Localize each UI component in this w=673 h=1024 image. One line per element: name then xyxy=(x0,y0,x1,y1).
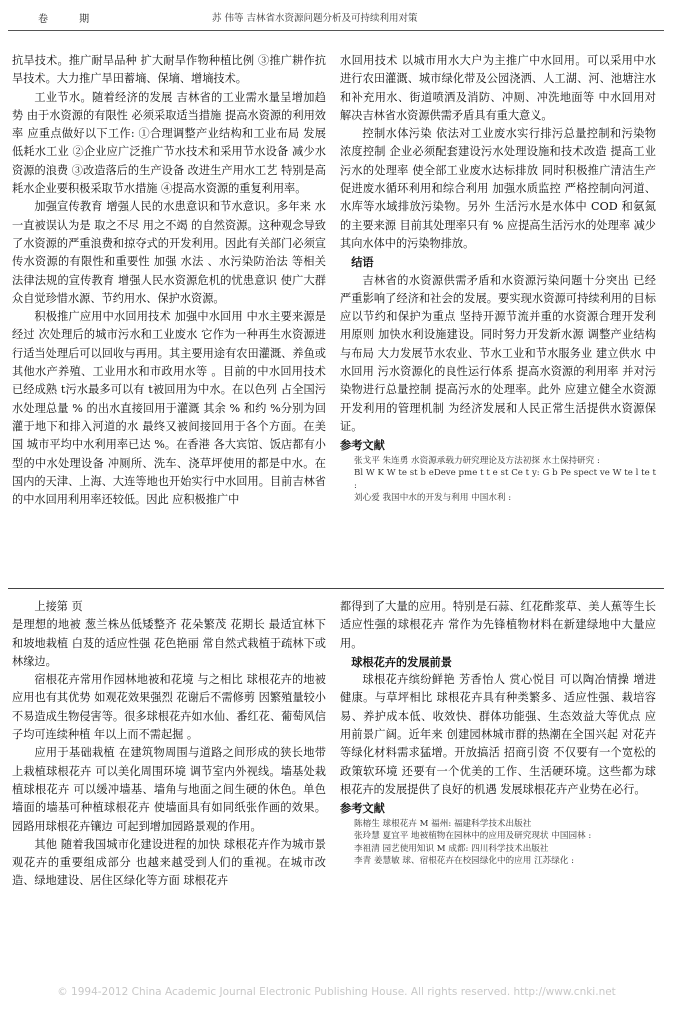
volume-label: 卷 期 xyxy=(38,14,104,25)
reference-item: 刘心爱 我国中水的开发与利用 中国水利 : xyxy=(354,493,512,504)
paragraph: 积极推广应用中水回用技术 加强中水回用 中水主要来源是经过 次处理后的城市污水和工业废水 它作为一种再生水资源进行适当处理后可以回收与再用。其主要用途有农田灌溉、养鱼或其他水产养殖、工业用水和市政用水等 。目前的中水回用技术已经成熟 t污水最多可以有 t被回用为中水。在以色列 占全国污水处理总量 % 的出水直接回用于灌溉 其余 % 和约 %分别为回灌于地下和排入河道的水 最终又被间接回用于各个方面。在美国 城市平均中水利用率已达 %。在香港 各大宾馆、饭店都有小型的中水处理设备 冲厕所、洗车、浇草坪使用的都是中水。在国内的天津、上海、大连等地也开始实行中水回用。目前吉林省的中水回用利用率还较低。因此 应积极推广中 xyxy=(12,310,326,507)
copyright-footer: © 1994-2012 China Academic Journal Electronic Publishing House. All rights reserved. http://www.cnki.net xyxy=(57,986,616,998)
section-heading: 结语 xyxy=(351,255,374,270)
continued-from-label: 上接第 页 xyxy=(34,600,83,613)
article-2-left-column xyxy=(12,598,326,946)
article-1-left-column xyxy=(12,52,326,582)
paragraph: 工业节水。随着经济的发展 吉林省的工业需水量呈增加趋势 由于水资源的有限性 必须采取适当措施 提高水资源的利用效率 应重点做好以下工作: ①合理调整产业结构和工业布局 发展低耗水工业 ②企业应广泛推广节水技术和采用节水设备 减少水资源的浪费 ③改造落后的生产设备 改进生产用水工艺 特别是高耗水企业要积极采取节水措施 ④提高水资源的重复利用率。 xyxy=(12,90,326,196)
paragraph: 抗旱技术。推广耐旱品种 扩大耐旱作物种植比例 ③推广耕作抗旱技术。大力推广旱田蓄墒、保墒、增墒技术。 xyxy=(12,54,326,86)
paragraph: 应用于基础栽植 在建筑物周围与道路之间形成的狭长地带上栽植球根花卉 可以美化周围环境 调节室内外视线。墙基处栽植球根花卉 可以缓冲墙基、墙角与地面之间生硬的休色。单色墙面的墙基可种植球根花卉 使墙面具有如同纸张作画的效果。园路用球根花卉镶边 可起到增加园路景观的作用。 xyxy=(12,746,326,833)
paragraph: 都得到了大量的应用。特别是石蒜、红花酢浆草、美人蕉等生长适应性强的球根花卉 常作为先锋植物材料在新建绿地中大量应用。 xyxy=(340,600,656,650)
page-header xyxy=(0,6,673,30)
article-1-right-column xyxy=(340,52,656,582)
article-2-right-column xyxy=(340,598,656,978)
paragraph: 球根花卉缤纷鲜艳 芳香怡人 赏心悦目 可以陶冶情操 增进健康。与草坪相比 球根花卉具有种类繁多、适应性强、栽培容易、养护成本低、收效快、群体功能强、生态效益大等优点 应用前景广阔。近年来 创建园林城市群的热潮在全国兴起 对花卉等绿化材料需求猛增。开放搞活 招商引资 不仅要有一个宽松的政策软环境 还要有一个优美的工作、生活硬环境。这些都为球根花卉的发展提供了良好的机遇 发展球根花卉产业势在必行。 xyxy=(340,673,656,796)
article-divider xyxy=(8,588,664,589)
reference-item: Bl W K W te st b eDeve pme t t e st Ce t y: G b Pe spect ve W te l te t : xyxy=(354,468,656,491)
reference-item: 李青 姜慧敏 球、宿根花卉在校园绿化中的应用 江苏绿化 : xyxy=(354,856,575,867)
paragraph: 控制水体污染 依法对工业废水实行排污总量控制和污染物浓度控制 企业必须配套建设污水处理设施和技术改造 提高工业污水的处理率 使全部工业废水达标排放 同时积极推广清洁生产 促进废水循环利用和综合利用 加强水质监控 严格控制向河道、水库等水域排放污染物。另外 生活污水是水体中 COD 和氨氮的主要来源 目前其处理率只有 % 应提高生活污水的处理率 减少其向水体中的污染物排放。 xyxy=(340,127,656,250)
reference-item: 李祖清 园艺使用知识 M 成都: 四川科学技术出版社 xyxy=(354,843,549,854)
references-heading: 参考文献 xyxy=(340,801,385,816)
reference-item: 张玲慧 夏宜平 地被植物在园林中的应用及研究现状 中国园林 : xyxy=(354,831,592,842)
paragraph: 是理想的地被 葱兰株丛低矮整齐 花朵繁茂 花期长 最适宜林下和坡地栽植 白芨的适应性强 花色艳丽 常自然式栽植于疏林下或林缘边。 xyxy=(12,618,326,668)
references-heading: 参考文献 xyxy=(340,438,385,453)
reference-item: 张戈平 朱连勇 水资源承载力研究理论及方法初探 水土保持研究 : xyxy=(354,455,600,466)
paragraph: 吉林省的水资源供需矛盾和水资源污染问题十分突出 已经严重影响了经济和社会的发展。要实现水资源可持续利用的目标 应以节约和保护为重点 坚持开源节流并重的水资源合理开发利用原则 加快水利设施建设。同时努力开发新水源 调整产业结构与布局 大力发展节水农业、节水工业和节水服务业 建立供水 中水回用 污水资源化的良性运行体系 提高水资源的利用率 并对污染物进行总量控制 提高污水的处理率。此外 应建立健全水资源开发利用的管理机制 为经济发展和人民正常生活提供水资源保证。 xyxy=(340,273,656,433)
paragraph: 其他 随着我国城市化建设进程的加快 球根花卉作为城市景观花卉的重要组成部分 也越来越受到人们的重视。在城市改造、绿地建设、居住区绿化等方面 球根花卉 xyxy=(12,837,326,888)
paragraph: 宿根花卉常用作园林地被和花境 与之相比 球根花卉的地被应用也有其优势 如观花效果强烈 花谢后不需修剪 因繁殖量较小不易造成生物侵害等。很多球根花卉如水仙、番红花、葡萄风信子均可连续种植 年以上而不需起掘 。 xyxy=(12,673,326,742)
paragraph: 水回用技术 以城市用水大户为主推广中水回用。可以采用中水进行农田灌溉、城市绿化带及公园浇洒、人工湖、河、池塘注水和补充用水、街道喷洒及消防、冲厕、冲洗地面等 中水回用对解决吉林省水资源供需矛盾具有重大意义。 xyxy=(340,54,656,122)
paragraph: 加强宣传教育 增强人民的水患意识和节水意识。多年来 水一直被误认为是 取之不尽 用之不竭 的自然资源。这种观念导致了水资源的严重浪费和掠夺式的开发利用。因此有关部门必须宣传水资源的有限性和重要性 加强 水法 、水污染防治法 等相关法律法规的宣传教育 增强人民水资源危机的忧患意识 使广大群众自觉珍惜水源、节约用水、保护水资源。 xyxy=(12,200,326,305)
reference-item: 陈榕生 球根花卉 M 福州: 福建科学技术出版社 xyxy=(354,818,532,829)
section-heading: 球根花卉的发展前景 xyxy=(351,654,452,669)
running-title: 苏 伟等 吉林省水资源问题分析及可持续利用对策 xyxy=(212,13,418,24)
header-rule xyxy=(8,30,664,31)
